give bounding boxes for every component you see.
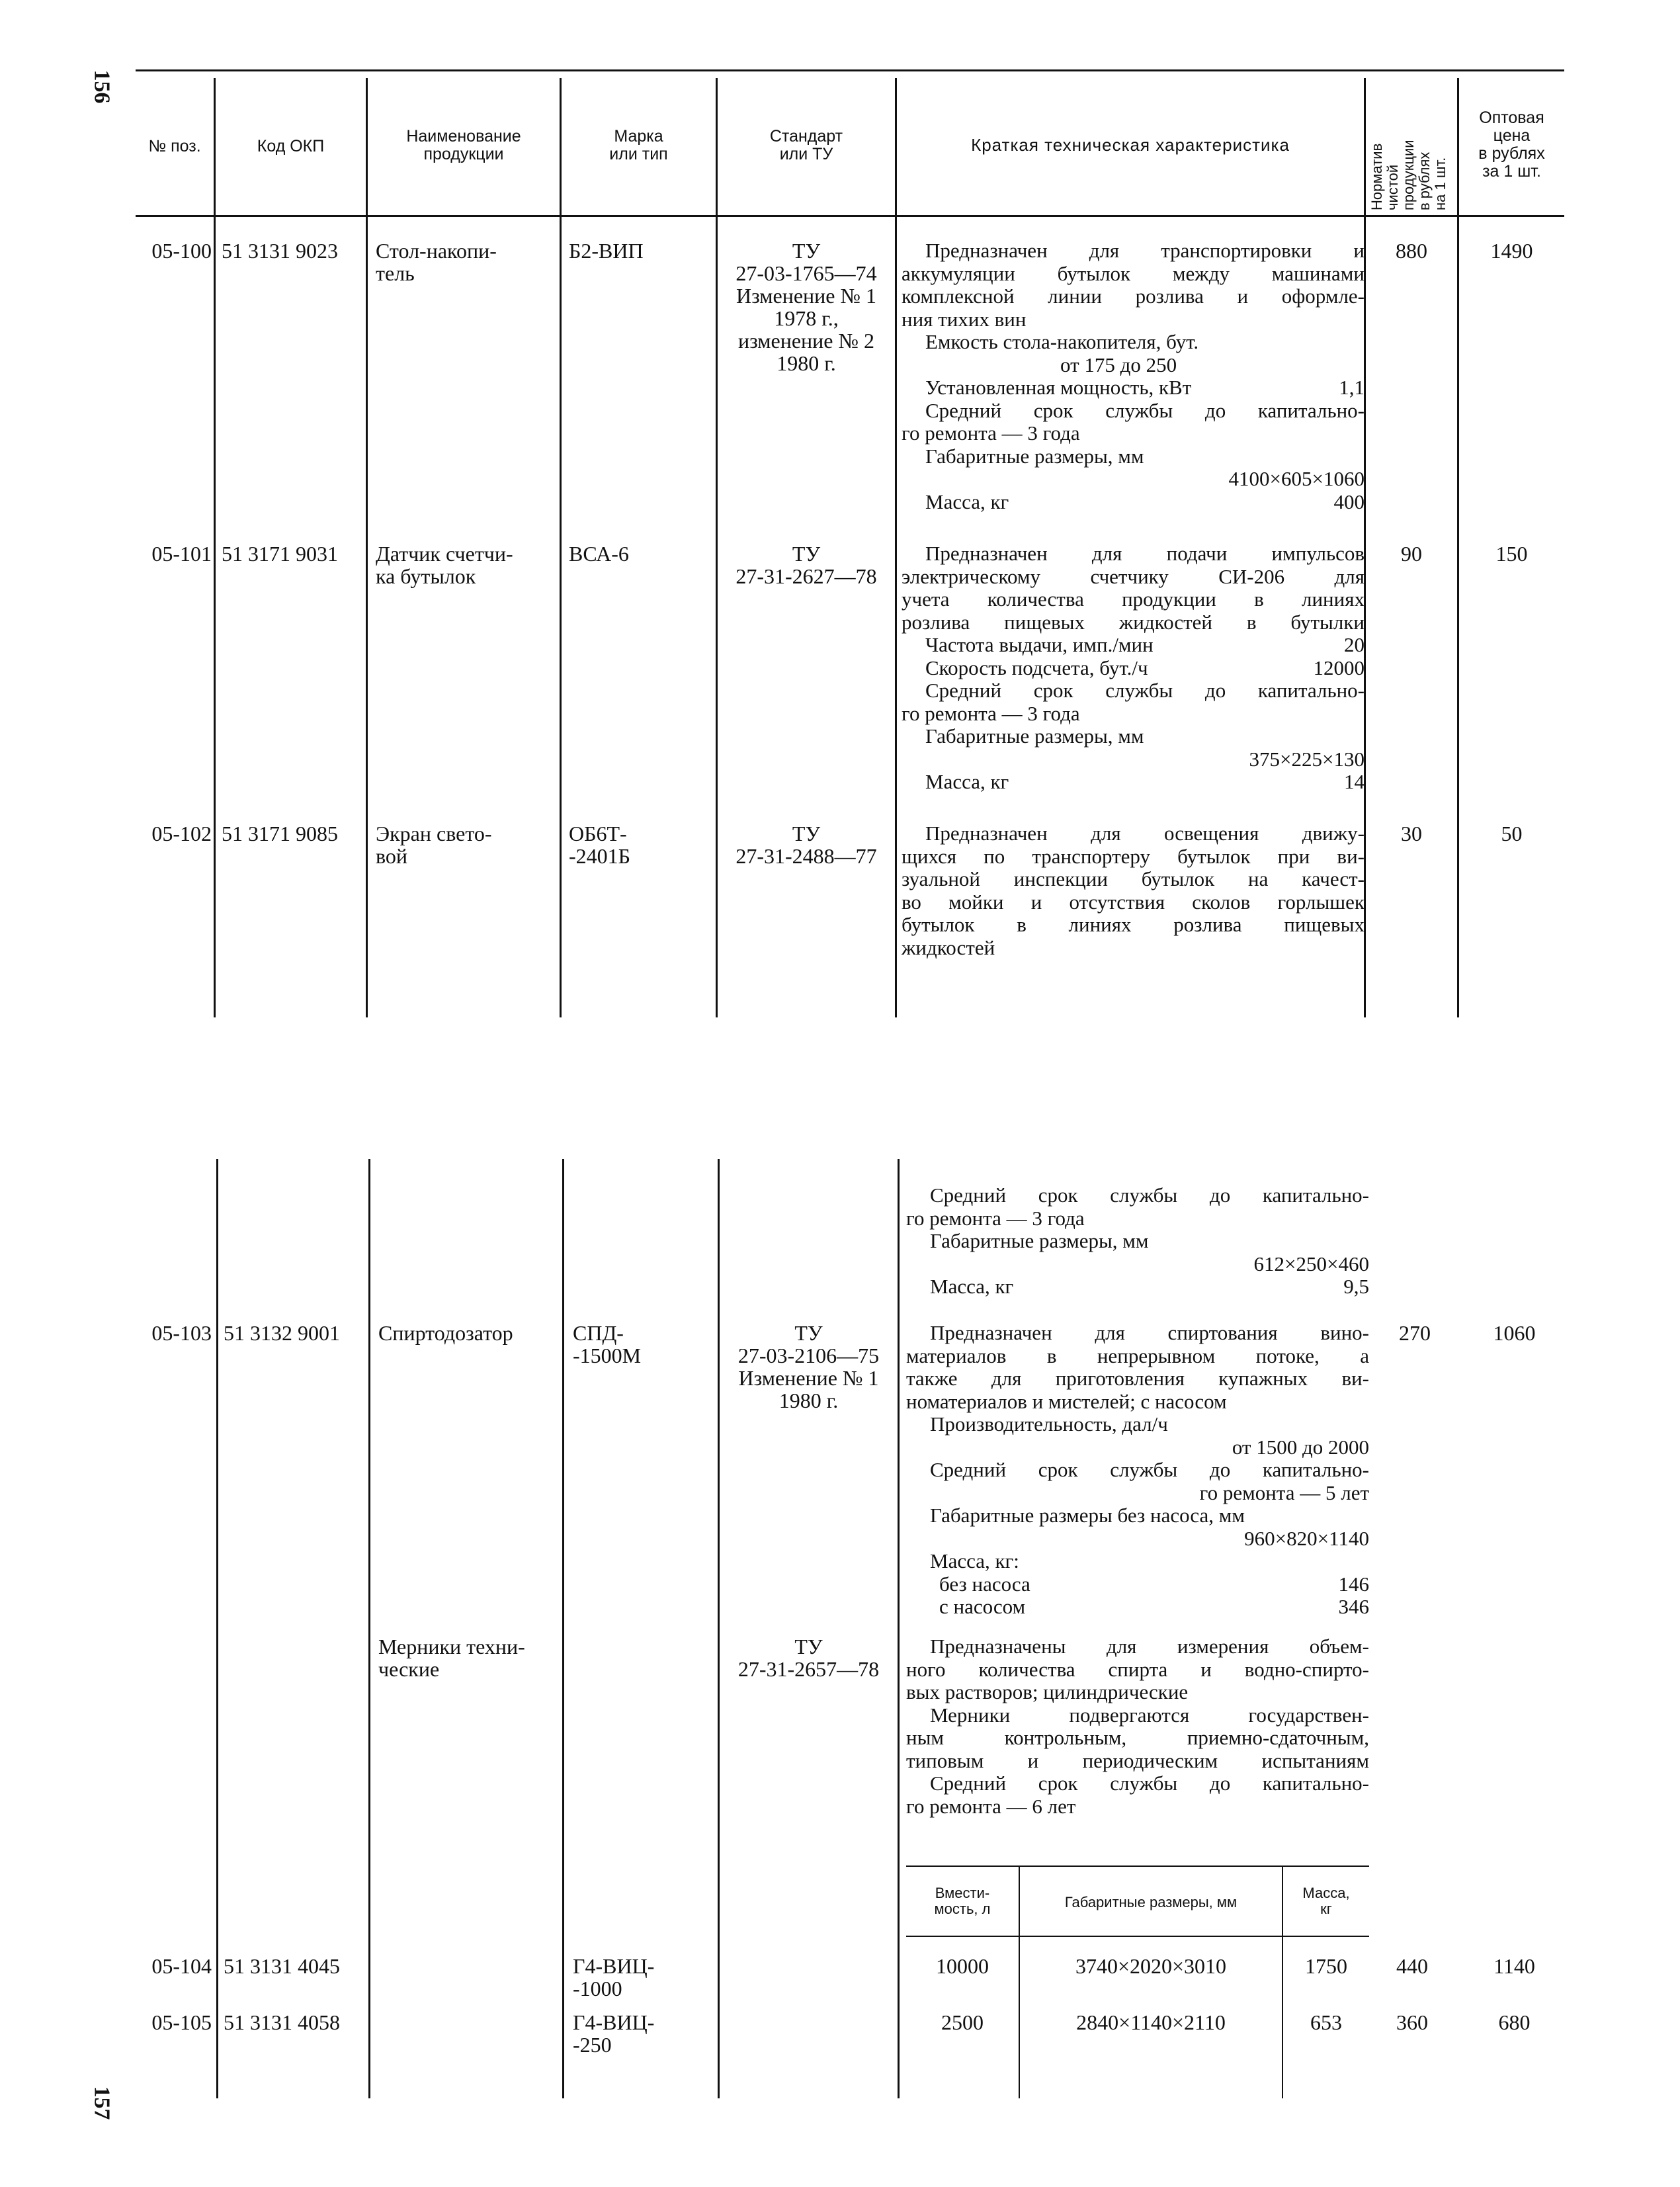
- param-value: 4100×605×1060: [1228, 467, 1365, 490]
- desc-line: ного количества спирта и водно-спирто-: [906, 1657, 1369, 1681]
- item-pos: 05-103: [151, 1321, 212, 1345]
- subheader-dims: Габаритные размеры, мм: [1064, 1894, 1238, 1910]
- col-divider: [216, 1159, 218, 2098]
- item-mark: ОБ6Т- -2401Б: [569, 822, 631, 868]
- param-row: [906, 1275, 1369, 1299]
- param-row: [902, 491, 1365, 514]
- desc-line: во мойки и отсутствия сколов горлышек: [902, 890, 1365, 914]
- param-label: Масса, кг: [925, 770, 1009, 793]
- param-value: 400: [1333, 490, 1365, 513]
- desc-line: номатериалов и мистелей; с насосом: [906, 1389, 1227, 1413]
- param-row: [902, 376, 1365, 400]
- param-label: с насосом: [939, 1595, 1026, 1618]
- col-divider: [718, 1159, 720, 2098]
- desc-line: бутылок в линиях розлива пищевых: [902, 913, 1365, 936]
- header-name: Наименование продукции: [406, 127, 521, 163]
- item-name: Мерники техни- ческие: [378, 1635, 525, 1681]
- param-value: 12000: [1313, 656, 1365, 679]
- item-description: [906, 1322, 1369, 1619]
- param-row: [906, 1596, 1369, 1619]
- item-standard: ТУ 27-03-2106—75 Изменение № 1 1980 г.: [737, 1321, 880, 1412]
- item-name: Экран свето- вой: [376, 822, 492, 868]
- param-row: [902, 657, 1365, 680]
- item-standard: ТУ 27-31-2627—78: [735, 542, 877, 588]
- param-value: 346: [1338, 1595, 1369, 1618]
- header-okp: Код ОКП: [257, 137, 325, 155]
- item-price: 1060: [1493, 1321, 1536, 1345]
- item-description: [902, 822, 1365, 959]
- item-description-continued: [906, 1184, 1369, 1299]
- desc-line: материалов в непрерывном потоке, а: [906, 1344, 1369, 1367]
- col-divider: [562, 1159, 564, 2098]
- subheader-capacity: Вмести- мость, л: [934, 1885, 991, 1917]
- desc-line: жидкостей: [902, 935, 995, 959]
- item-pos: 05-100: [151, 239, 212, 263]
- param-value: го ремонта — 5 лет: [1199, 1480, 1369, 1504]
- param-value: 9,5: [1343, 1275, 1369, 1298]
- desc-line: типовым и периодическим испытаниям: [906, 1748, 1369, 1772]
- item-capacity: 2500: [941, 2010, 984, 2034]
- desc-line: вых растворов; цилиндрические: [906, 1680, 1189, 1703]
- item-mark: Г4-ВИЦ- -250: [573, 2010, 655, 2057]
- header-mark: Марка или тип: [609, 127, 668, 163]
- param-label: Масса, кг: [925, 490, 1009, 513]
- param-label: Средний срок службы до капитально-: [930, 1458, 1369, 1481]
- header-norm-line: в рублях: [1416, 151, 1433, 210]
- item-name: Спиртодозатор: [378, 1321, 513, 1345]
- item-description: [906, 1635, 1369, 1818]
- item-standard: ТУ 27-31-2657—78: [737, 1635, 880, 1681]
- param-value: 14: [1344, 770, 1365, 793]
- subtable-top-rule: [906, 1865, 1369, 1867]
- item-okp: 51 3171 9085: [222, 822, 338, 845]
- param-value: от 1500 до 2000: [1232, 1435, 1369, 1459]
- item-description: [902, 239, 1365, 513]
- page-number-bottom: 157: [89, 2086, 114, 2120]
- desc-line: го ремонта — 3 года: [906, 1206, 1085, 1230]
- col-divider: [560, 78, 562, 1017]
- item-price: 50: [1501, 822, 1523, 845]
- item-okp: 51 3131 9023: [222, 239, 338, 263]
- item-norm: 880: [1396, 239, 1427, 263]
- item-norm: 30: [1401, 822, 1422, 845]
- item-price: 1140: [1493, 1954, 1535, 1978]
- header-norm-line: чистой: [1384, 164, 1401, 210]
- header-norm-line: продукции: [1400, 140, 1417, 210]
- desc-line: Мерники подвергаются государствен-: [930, 1703, 1369, 1727]
- item-mass: 653: [1310, 2010, 1342, 2034]
- param-label: го ремонта — 3 года: [902, 701, 1080, 725]
- item-standard: ТУ 27-03-1765—74 Изменение № 1 1978 г., изменение № 2 1980 г.: [735, 239, 877, 375]
- desc-line: розлива пищевых жидкостей в бутылки: [902, 610, 1365, 634]
- param-label: Производительность, дал/ч: [930, 1412, 1168, 1436]
- param-label: Емкость стола-накопителя, бут.: [925, 330, 1199, 353]
- param-label: без насоса: [939, 1572, 1030, 1596]
- item-pos: 05-104: [151, 1954, 212, 1978]
- desc-line: Средний срок службы до капитально-: [930, 1772, 1369, 1795]
- param-value: 20: [1344, 633, 1365, 656]
- page-number-top: 156: [89, 69, 114, 104]
- param-label: Частота выдачи, имп./мин: [925, 633, 1154, 656]
- item-pos: 05-102: [151, 822, 212, 845]
- desc-line: учета количества продукции в линиях: [902, 587, 1365, 611]
- item-mark: ВСА-6: [569, 542, 629, 566]
- param-label: Скорость подсчета, бут./ч: [925, 656, 1148, 679]
- item-norm: 270: [1399, 1321, 1431, 1345]
- item-price: 1490: [1490, 239, 1533, 263]
- header-bottom-rule: [136, 215, 1564, 217]
- desc-line: Предназначены для измерения объем-: [930, 1635, 1369, 1658]
- param-value: от 175 до 250: [1060, 353, 1177, 376]
- item-price: 680: [1498, 2010, 1531, 2034]
- param-label: Масса, кг:: [930, 1549, 1019, 1572]
- desc-line: ным контрольным, приемно-сдаточным,: [906, 1726, 1369, 1749]
- item-okp: 51 3171 9031: [222, 542, 338, 566]
- param-value: 1,1: [1339, 376, 1365, 399]
- item-name: Стол-накопи- тель: [376, 239, 497, 285]
- item-pos: 05-105: [151, 2010, 212, 2034]
- item-mass: 1750: [1305, 1954, 1347, 1978]
- desc-line: комплексной линии розлива и оформле-: [902, 284, 1365, 308]
- param-value: 375×225×130: [1249, 747, 1365, 771]
- header-tech: Краткая техническая характеристика: [971, 135, 1290, 155]
- col-divider: [214, 78, 216, 1017]
- header-price: Оптовая цена в рублях за 1 шт.: [1478, 108, 1545, 181]
- param-value: 960×820×1140: [1244, 1526, 1369, 1550]
- item-okp: 51 3132 9001: [224, 1321, 340, 1345]
- item-mark: Г4-ВИЦ- -1000: [573, 1954, 655, 2000]
- col-divider: [898, 1159, 900, 2098]
- item-mark: СПД- -1500М: [573, 1321, 642, 1367]
- item-standard: ТУ 27-31-2488—77: [735, 822, 877, 868]
- col-divider: [366, 78, 368, 1017]
- desc-line: электрическому счетчику СИ-206 для: [902, 564, 1365, 588]
- subtable-header-rule: [906, 1936, 1369, 1937]
- col-divider: [368, 1159, 370, 2098]
- item-norm: 440: [1396, 1954, 1428, 1978]
- param-row: [902, 634, 1365, 657]
- item-okp: 51 3131 4058: [224, 2010, 340, 2034]
- desc-line: Предназначен для подачи импульсов: [925, 542, 1365, 565]
- item-mark: Б2-ВИП: [569, 239, 644, 263]
- item-name: Датчик счетчи- ка бутылок: [376, 542, 513, 588]
- param-label: Габаритные размеры, мм: [925, 724, 1144, 748]
- param-label: Габаритные размеры без насоса, мм: [930, 1504, 1245, 1527]
- desc-line: ния тихих вин: [902, 307, 1027, 331]
- param-label: го ремонта — 3 года: [902, 421, 1080, 445]
- header-norm-line: Норматив: [1368, 143, 1385, 210]
- desc-line: Предназначен для спиртования вино-: [930, 1321, 1369, 1344]
- desc-line: Предназначен для транспортировки и: [925, 239, 1365, 262]
- param-row: [902, 771, 1365, 794]
- header-standard: Стандарт или ТУ: [769, 127, 843, 163]
- desc-line: Габаритные размеры, мм: [930, 1229, 1149, 1252]
- desc-line: щихся по транспортеру бутылок при ви-: [902, 844, 1365, 868]
- desc-line: зуальной инспекции бутылок на качест-: [902, 867, 1365, 890]
- item-norm: 360: [1396, 2010, 1428, 2034]
- item-dims: 2840×1140×2110: [1076, 2010, 1226, 2034]
- desc-line: Предназначен для освещения движу-: [925, 822, 1365, 845]
- header-pos: № поз.: [148, 137, 201, 155]
- desc-line: аккумуляции бутылок между машинами: [902, 261, 1365, 285]
- param-label: Средний срок службы до капитально-: [925, 398, 1365, 422]
- param-label: Габаритные размеры, мм: [925, 444, 1144, 468]
- param-label: Средний срок службы до капитально-: [925, 679, 1365, 702]
- table-top-rule: [136, 69, 1564, 71]
- item-dims: 3740×2020×3010: [1075, 1954, 1227, 1978]
- desc-line: го ремонта — 6 лет: [906, 1794, 1076, 1818]
- header-norm-line: на 1 шт.: [1432, 157, 1449, 210]
- param-value: 612×250×460: [1253, 1252, 1369, 1275]
- subheader-mass: Масса, кг: [1302, 1885, 1350, 1917]
- item-norm: 90: [1401, 542, 1422, 566]
- desc-line: также для приготовления купажных ви-: [906, 1367, 1369, 1390]
- param-value: 146: [1338, 1572, 1369, 1596]
- param-label: Масса, кг: [930, 1275, 1014, 1298]
- item-price: 150: [1495, 542, 1528, 566]
- item-description: [902, 542, 1365, 794]
- desc-line: Средний срок службы до капитально-: [930, 1183, 1369, 1207]
- item-pos: 05-101: [151, 542, 212, 566]
- param-row: [906, 1573, 1369, 1596]
- param-label: Установленная мощность, кВт: [925, 376, 1192, 399]
- col-divider: [895, 78, 897, 1017]
- item-capacity: 10000: [936, 1954, 989, 1978]
- item-okp: 51 3131 4045: [224, 1954, 340, 1978]
